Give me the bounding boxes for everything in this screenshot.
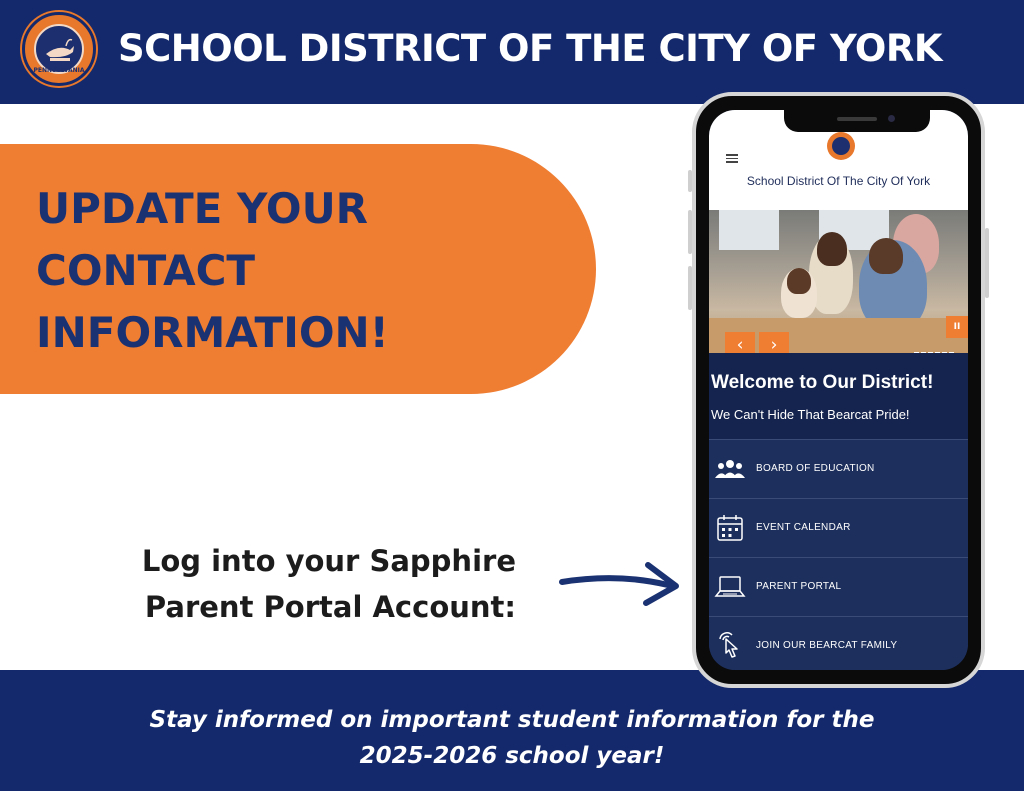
person [787, 268, 811, 294]
menu-item-parent-portal[interactable] [709, 557, 968, 616]
welcome-panel [709, 353, 968, 439]
slider-dots[interactable] [914, 342, 968, 348]
menu-item-board-of-education[interactable] [709, 439, 968, 498]
phone-side-button [985, 228, 989, 298]
login-instruction [100, 538, 516, 630]
welcome-title: Welcome to Our District! [711, 372, 934, 393]
headline-line: CONTACT [36, 246, 256, 295]
people-icon [714, 454, 746, 484]
menu-item-label: PARENT PORTAL [756, 581, 842, 592]
slider-next-button[interactable]: › [759, 332, 789, 353]
menu-item-event-calendar[interactable] [709, 498, 968, 557]
headline [36, 178, 556, 364]
menu-item-label: JOIN OUR BEARCAT FAMILY [756, 640, 898, 651]
footer-line: Stay informed on important student information for the [149, 707, 875, 733]
district-seal-logo [22, 12, 96, 86]
headline-line: UPDATE YOUR [36, 184, 369, 233]
hero-photo [709, 210, 968, 353]
slider-prev-button[interactable]: ‹ [725, 332, 755, 353]
site-name[interactable]: School District Of The City Of York [746, 174, 931, 188]
login-line: Parent Portal Account: [144, 590, 516, 624]
phone-mockup [692, 92, 985, 688]
seal-text: PENNSYLVANIA [33, 67, 85, 74]
laptop-icon [714, 572, 746, 602]
login-line: Log into your Sapphire [141, 544, 516, 578]
page-title: SCHOOL DISTRICT OF THE CITY OF YORK [118, 27, 943, 70]
headline-line: INFORMATION! [36, 308, 389, 357]
welcome-subtitle: We Can't Hide That Bearcat Pride! [711, 407, 910, 422]
phone-notch [784, 110, 930, 132]
calendar-icon [714, 513, 746, 543]
slider-pause-button[interactable]: II [946, 316, 968, 338]
menu-item-label: EVENT CALENDAR [756, 522, 851, 533]
pointer-click-icon [714, 631, 746, 661]
camera-icon [888, 115, 895, 122]
footer-line: 2025-2026 school year! [359, 743, 665, 769]
hamburger-menu-icon[interactable] [726, 154, 738, 162]
arrow-right-icon [558, 555, 686, 610]
person [817, 232, 847, 266]
menu-item-join-our-bearcat-family[interactable] [709, 616, 968, 670]
footer-message [0, 702, 1024, 774]
menu-item-label: BOARD OF EDUCATION [756, 463, 875, 474]
person [869, 238, 903, 274]
phone-screen [709, 110, 968, 670]
site-logo[interactable] [827, 132, 855, 160]
